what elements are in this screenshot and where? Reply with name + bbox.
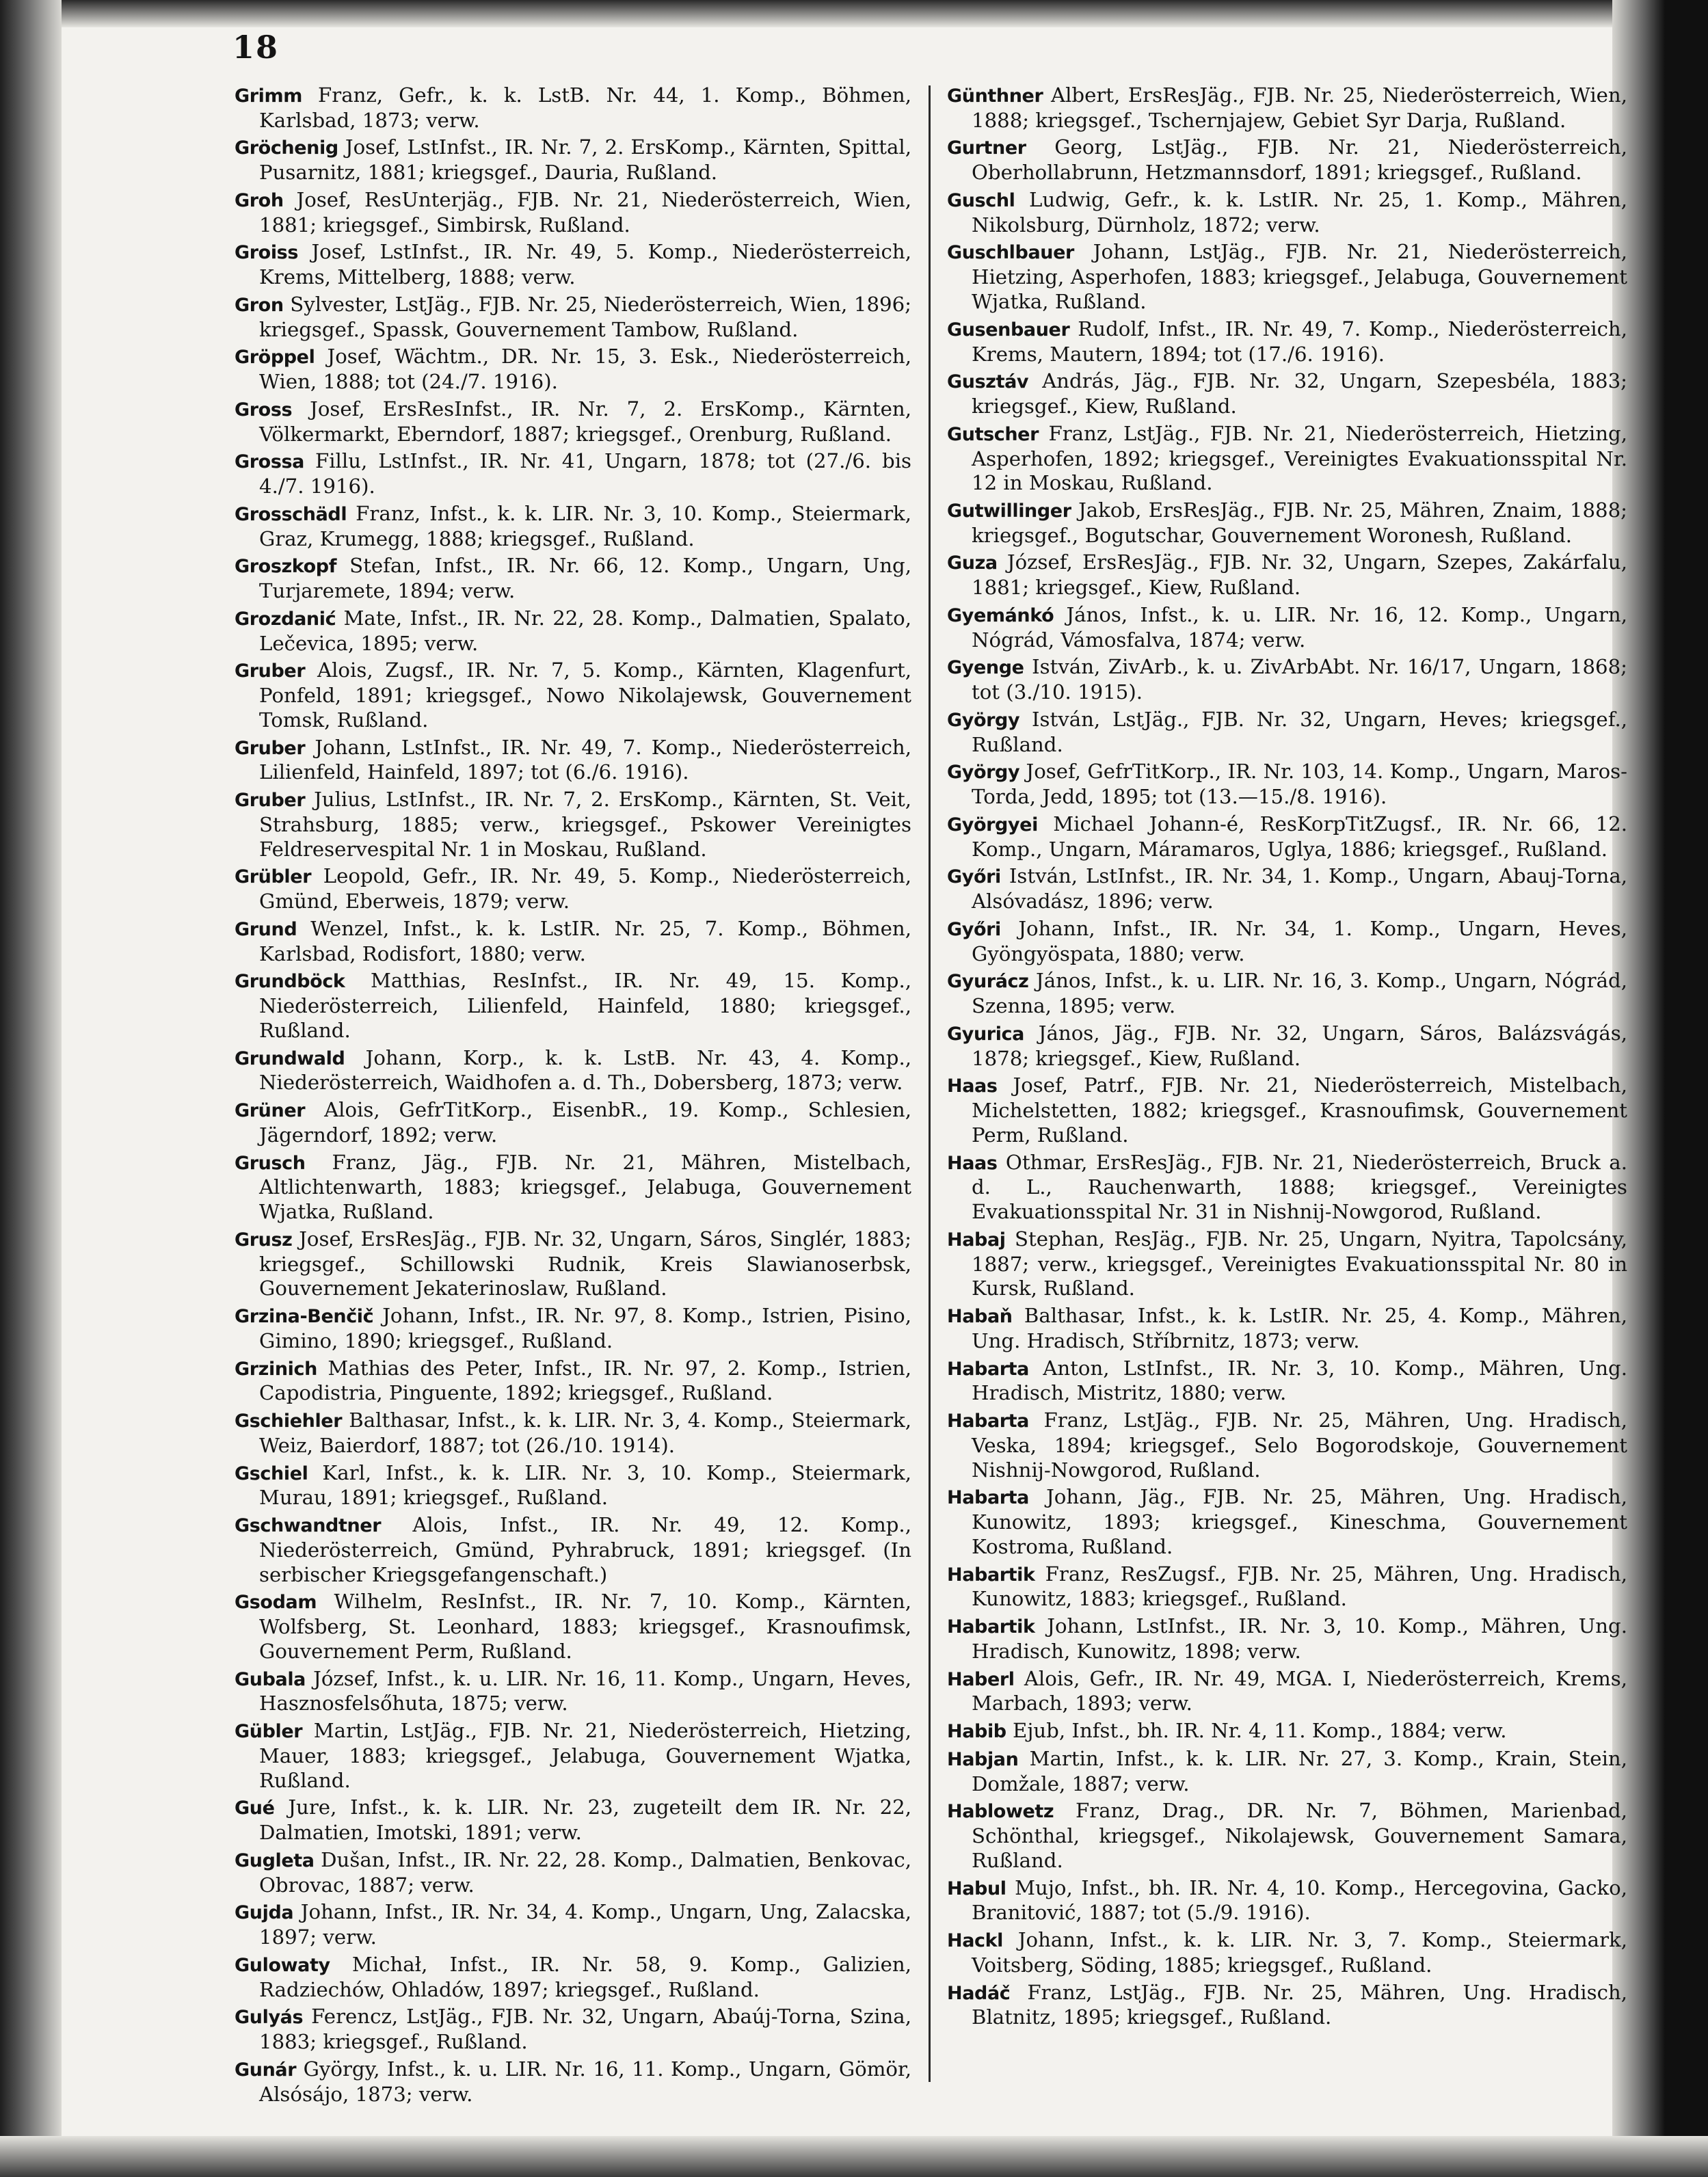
list-entry <box>947 1799 1627 1873</box>
list-entry <box>947 969 1627 1019</box>
list-entry <box>235 1304 911 1354</box>
entry-details: Josef, Patrf., FJB. Nr. 21, Niederösterreich, Mistelbach, Michelstetten, 1882; kriegsgef., Krasnoufimsk, Gouvernement Perm, Rußland. <box>972 1073 1627 1147</box>
entry-details: Josef, ResUnterjäg., FJB. Nr. 21, Niederösterreich, Wien, 1881; kriegsgef., Simbirsk, Rußland. <box>259 187 912 237</box>
list-entry <box>947 1227 1627 1301</box>
list-entry <box>947 135 1627 185</box>
entry-surname: Gutwillinger <box>947 500 1071 522</box>
entry-surname: Gyurica <box>947 1023 1024 1045</box>
entry-details: Johann, Infst., IR. Nr. 97, 8. Komp., Istrien, Pisino, Gimino, 1890; kriegsgef., Rußland. <box>259 1304 911 1352</box>
entry-surname: Grundwald <box>235 1047 345 1069</box>
entry-details: Martin, LstJäg., FJB. Nr. 21, Niederösterreich, Hietzing, Mauer, 1883; kriegsgef., Jelabuga, Gouvernement Wjatka, Rußland. <box>259 1719 912 1792</box>
entry-surname: Gyenge <box>947 657 1024 679</box>
list-entry <box>947 1614 1627 1664</box>
entry-surname: Gubala <box>235 1668 306 1690</box>
list-entry <box>235 554 911 604</box>
entry-surname: Grozdanić <box>235 608 336 630</box>
entry-details: Johann, Infst., k. k. LIR. Nr. 3, 7. Komp., Steiermark, Voitsberg, Söding, 1885; kriegsgef., Rußland. <box>972 1928 1627 1977</box>
entry-details: Wilhelm, ResInfst., IR. Nr. 7, 10. Komp., Kärnten, Wolfsberg, St. Leonhard, 1883; kriegsgef., Krasnoufimsk, Gouvernement Perm, Rußland. <box>259 1590 912 1663</box>
entry-details: Alois, Zugsf., IR. Nr. 7, 5. Komp., Kärnten, Klagenfurt, Ponfeld, 1891; kriegsgef., Nowo Nikolajewsk, Gouvernement Tomsk, Rußland. <box>259 658 911 732</box>
entry-details: Franz, LstJäg., FJB. Nr. 25, Mähren, Ung. Hradisch, Blatnitz, 1895; kriegsgef., Rußland. <box>972 1980 1627 2029</box>
entry-surname: Grimm <box>235 85 302 107</box>
list-entry <box>235 1098 911 1148</box>
list-entry <box>235 1719 911 1793</box>
entry-surname: Gutscher <box>947 423 1039 445</box>
entry-details: Johann, Korp., k. k. LstB. Nr. 43, 4. Komp., Niederösterreich, Waidhofen a. d. Th., Dobersberg, 1873; verw. <box>259 1045 911 1095</box>
entry-surname: Grzinich <box>235 1358 317 1380</box>
list-entry <box>947 240 1627 314</box>
entry-details: Rudolf, Infst., IR. Nr. 49, 7. Komp., Niederösterreich, Krems, Mautern, 1894; tot (17./6. 1916). <box>972 317 1627 366</box>
entry-surname: Gyurácz <box>947 971 1029 993</box>
list-entry <box>235 1667 911 1717</box>
entry-surname: Groszkopf <box>235 556 337 578</box>
list-entry <box>947 1928 1627 1978</box>
entry-details: Johann, LstJäg., FJB. Nr. 21, Niederösterreich, Hietzing, Asperhofen, 1883; kriegsgef., Jelabuga, Gouvernement Wjatka, Rußland. <box>972 240 1628 314</box>
entry-details: István, LstJäg., FJB. Nr. 32, Ungarn, Heves; kriegsgef., Rußland. <box>972 707 1628 756</box>
list-entry <box>235 2005 911 2055</box>
entry-details: Wenzel, Infst., k. k. LstIR. Nr. 25, 7. Komp., Böhmen, Karlsbad, Rodisfort, 1880; verw. <box>259 916 911 965</box>
entry-surname: Gron <box>235 294 284 316</box>
list-entry <box>235 1848 911 1898</box>
entry-surname: Gross <box>235 399 293 420</box>
entry-surname: Gué <box>235 1798 275 1819</box>
entry-surname: Gulowaty <box>235 1954 330 1976</box>
entry-surname: Hablowetz <box>947 1801 1054 1823</box>
entry-details: Mathias des Peter, Infst., IR. Nr. 97, 2. Komp., Istrien, Capodistria, Pinguente, 1892; kriegsgef., Rußland. <box>259 1356 912 1405</box>
list-entry <box>947 917 1627 967</box>
list-entry <box>947 498 1627 548</box>
entry-surname: Habarta <box>947 1411 1030 1432</box>
list-entry <box>235 1227 911 1301</box>
list-entry <box>235 1513 911 1587</box>
list-entry <box>235 1900 911 1950</box>
list-entry <box>947 1151 1627 1225</box>
list-entry <box>947 1981 1627 2031</box>
list-entry <box>235 83 911 133</box>
entry-surname: Györgyei <box>947 814 1038 836</box>
list-entry <box>235 1151 911 1225</box>
entry-details: Josef, ErsResInfst., IR. Nr. 7, 2. ErsKomp., Kärnten, Völkermarkt, Eberndorf, 1887; kriegsgef., Orenburg, Rußland. <box>259 397 911 446</box>
entry-details: István, ZivArb., k. u. ZivArbAbt. Nr. 16/17, Ungarn, 1868; tot (3./10. 1915). <box>972 655 1628 704</box>
entry-surname: Groh <box>235 189 284 211</box>
entry-details: Michał, Infst., IR. Nr. 58, 9. Komp., Galizien, Radziechów, Ohladów, 1897; kriegsgef., Rußland. <box>259 1952 911 2001</box>
entry-details: György, Infst., k. u. LIR. Nr. 16, 11. Komp., Ungarn, Gömör, Alsósájo, 1873; verw. <box>259 2057 911 2106</box>
list-entry <box>235 188 911 238</box>
entry-details: János, Jäg., FJB. Nr. 32, Ungarn, Sáros, Balázsvágás, 1878; kriegsgef., Kiew, Rußland. <box>972 1021 1627 1070</box>
list-entry <box>947 655 1627 705</box>
list-entry <box>947 760 1627 810</box>
entry-details: Johann, Infst., IR. Nr. 34, 1. Komp., Ungarn, Heves, Gyöngyöspata, 1880; verw. <box>972 916 1628 965</box>
list-entry <box>947 1719 1627 1744</box>
entry-surname: Habib <box>947 1721 1006 1743</box>
entry-details: András, Jäg., FJB. Nr. 32, Ungarn, Szepesbéla, 1883; kriegsgef., Kiew, Rußland. <box>972 369 1628 418</box>
list-entry <box>235 240 911 290</box>
entry-details: Franz, Drag., DR. Nr. 7, Böhmen, Marienbad, Schönthal, kriegsgef., Nikolajewsk, Gouvernement Samara, Rußland. <box>972 1799 1627 1872</box>
list-entry <box>235 397 911 447</box>
list-entry <box>235 1408 911 1458</box>
list-entry <box>235 1357 911 1406</box>
left-column <box>235 83 911 2109</box>
list-entry <box>235 1953 911 2003</box>
list-entry <box>947 1357 1627 1406</box>
entry-surname: Grübler <box>235 866 312 888</box>
list-entry <box>235 1046 911 1096</box>
scan-edge-bottom <box>0 2136 1708 2177</box>
entry-details: Ludwig, Gefr., k. k. LstIR. Nr. 25, 1. Komp., Mähren, Nikolsburg, Dürnholz, 1872; verw. <box>972 187 1627 237</box>
list-entry <box>947 1073 1627 1147</box>
list-entry <box>947 1667 1627 1717</box>
entry-details: Sylvester, LstJäg., FJB. Nr. 25, Niederösterreich, Wien, 1896; kriegsgef., Spassk, Gouvernement Tambow, Rußland. <box>259 292 911 341</box>
list-entry <box>235 2057 911 2107</box>
page-number: 18 <box>232 29 280 66</box>
entry-details: Karl, Infst., k. k. LIR. Nr. 3, 10. Komp., Steiermark, Murau, 1891; kriegsgef., Rußland. <box>259 1460 911 1510</box>
entry-surname: Győri <box>947 918 1001 940</box>
list-entry <box>235 449 911 499</box>
entry-details: Franz, ResZugsf., FJB. Nr. 25, Mähren, Ung. Hradisch, Kunowitz, 1883; kriegsgef., Rußland. <box>972 1562 1628 1611</box>
entry-surname: Habjan <box>947 1748 1019 1770</box>
entry-surname: Grusch <box>235 1152 306 1174</box>
entry-surname: Grossa <box>235 451 304 473</box>
entry-details: Balthasar, Infst., k. k. LIR. Nr. 3, 4. Komp., Steiermark, Weiz, Baierdorf, 1887; tot (26./10. 1914). <box>259 1408 911 1457</box>
entry-details: Leopold, Gefr., IR. Nr. 49, 5. Komp., Niederösterreich, Gmünd, Eberweis, 1879; verw. <box>259 864 911 913</box>
list-entry <box>947 1408 1627 1482</box>
entry-surname: Guschl <box>947 189 1015 211</box>
list-entry <box>235 1590 911 1664</box>
entry-surname: Gugleta <box>235 1849 315 1871</box>
entry-details: Anton, LstInfst., IR. Nr. 3, 10. Komp., Mähren, Ung. Hradisch, Mistritz, 1880; verw. <box>972 1356 1627 1405</box>
entry-surname: Habarta <box>947 1487 1030 1509</box>
entry-surname: Guschlbauer <box>947 242 1074 264</box>
entry-surname: Gurtner <box>947 137 1026 159</box>
entry-surname: Habarta <box>947 1358 1030 1380</box>
entry-surname: Gröchenig <box>235 137 338 159</box>
list-entry <box>947 1021 1627 1071</box>
entry-details: Michael Johann-é, ResKorpTitZugsf., IR. Nr. 66, 12. Komp., Ungarn, Máramaros, Uglya, 1886; kriegsgef., Rußland. <box>972 812 1627 861</box>
list-entry <box>947 603 1627 653</box>
list-entry <box>947 708 1627 758</box>
entry-surname: Habaň <box>947 1306 1013 1328</box>
entry-surname: Győri <box>947 866 1001 888</box>
entry-surname: Grosschädl <box>235 503 347 525</box>
entry-details: Jakob, ErsResJäg., FJB. Nr. 25, Mähren, Znaim, 1888; kriegsgef., Bogutschar, Gouvernement Woronesh, Rußland. <box>972 498 1627 547</box>
entry-surname: Hadáč <box>947 1982 1011 2004</box>
entry-surname: Groiss <box>235 242 299 264</box>
entry-details: Josef, ErsResJäg., FJB. Nr. 32, Ungarn, Sáros, Singlér, 1883; kriegsgef., Schillowski Rudnik, Kreis Slawianoserbsk, Gouvernement Jekaterinoslaw, Rußland. <box>259 1227 912 1300</box>
entry-details: Franz, Jäg., FJB. Nr. 21, Mähren, Mistelbach, Altlichtenwarth, 1883; kriegsgef., Jelabuga, Gouvernement Wjatka, Rußland. <box>259 1150 911 1224</box>
entry-details: Matthias, ResInfst., IR. Nr. 49, 15. Komp., Niederösterreich, Lilienfeld, Hainfeld, 1880; kriegsgef., Rußland. <box>259 969 912 1042</box>
entry-details: Johann, LstInfst., IR. Nr. 49, 7. Komp., Niederösterreich, Lilienfeld, Hainfeld, 1897; tot (6./6. 1916). <box>259 735 911 784</box>
entry-details: Josef, LstInfst., IR. Nr. 7, 2. ErsKomp., Kärnten, Spittal, Pusarnitz, 1881; kriegsgef., Dauria, Rußland. <box>259 135 911 185</box>
list-entry <box>947 422 1627 496</box>
list-entry <box>235 969 911 1043</box>
entry-details: János, Infst., k. u. LIR. Nr. 16, 3. Komp., Ungarn, Nógrád, Szenna, 1895; verw. <box>972 969 1627 1018</box>
entry-surname: Haas <box>947 1076 998 1097</box>
entry-details: József, Infst., k. u. LIR. Nr. 16, 11. Komp., Ungarn, Heves, Hasznosfelsőhuta, 1875; verw. <box>259 1666 912 1715</box>
entry-details: Alois, Infst., IR. Nr. 49, 12. Komp., Niederösterreich, Gmünd, Pyhrabruck, 1891; kriegsgef. (In serbischer Kriegsgefangenschaft.) <box>259 1513 911 1586</box>
list-entry <box>235 864 911 914</box>
list-entry <box>947 369 1627 419</box>
entry-surname: Grund <box>235 918 297 940</box>
entry-surname: György <box>947 762 1020 784</box>
list-entry <box>235 917 911 967</box>
entry-surname: Gübler <box>235 1721 303 1743</box>
entry-surname: Gulyás <box>235 2007 304 2029</box>
list-entry <box>947 1562 1627 1612</box>
entry-surname: Gruber <box>235 737 306 759</box>
entry-details: Fillu, LstInfst., IR. Nr. 41, Ungarn, 1878; tot (27./6. bis 4./7. 1916). <box>259 449 912 498</box>
entry-surname: Gsodam <box>235 1592 317 1614</box>
entry-details: Alois, GefrTitKorp., EisenbR., 19. Komp., Schlesien, Jägerndorf, 1892; verw. <box>259 1098 912 1147</box>
scan-edge-left <box>0 0 62 2177</box>
entry-surname: Gyemánkó <box>947 604 1054 626</box>
entry-surname: György <box>947 709 1020 731</box>
entry-surname: Gunár <box>235 2059 297 2081</box>
entry-surname: Gruber <box>235 790 306 812</box>
list-entry <box>947 1876 1627 1926</box>
entry-surname: Habartik <box>947 1616 1035 1638</box>
entry-details: Balthasar, Infst., k. k. LstIR. Nr. 25, 4. Komp., Mähren, Ung. Hradisch, Stříbrnitz, 1873; verw. <box>972 1304 1627 1352</box>
list-entry <box>947 1485 1627 1559</box>
entry-details: Josef, GefrTitKorp., IR. Nr. 103, 14. Komp., Ungarn, Maros-Torda, Jedd, 1895; tot (13.—15./8. 1916). <box>972 760 1627 809</box>
entry-details: Othmar, ErsResJäg., FJB. Nr. 21, Niederösterreich, Bruck a. d. L., Rauchenwarth, 1888; kriegsgef., Vereinigtes Evakuationsspital Nr. 31 in Nishnij-Nowgorod, Rußland. <box>972 1150 1627 1224</box>
entry-surname: Gusztáv <box>947 371 1029 393</box>
entry-details: József, ErsResJäg., FJB. Nr. 32, Ungarn, Szepes, Zakárfalu, 1881; kriegsgef., Kiew, Rußland. <box>972 550 1628 600</box>
list-entry <box>235 1461 911 1511</box>
entry-details: Dušan, Infst., IR. Nr. 22, 28. Komp., Dalmatien, Benkovac, Obrovac, 1887; verw. <box>259 1847 911 1897</box>
column-divider <box>929 85 931 2082</box>
list-entry <box>947 1304 1627 1354</box>
entry-details: Franz, Gefr., k. k. LstB. Nr. 44, 1. Komp., Böhmen, Karlsbad, 1873; verw. <box>259 83 911 132</box>
entry-surname: Guza <box>947 552 998 574</box>
entry-details: István, LstInfst., IR. Nr. 34, 1. Komp., Ungarn, Abauj-Torna, Alsóvadász, 1896; verw. <box>972 864 1628 913</box>
entry-surname: Gschiel <box>235 1463 308 1484</box>
entry-details: Jure, Infst., k. k. LIR. Nr. 23, zugeteilt dem IR. Nr. 22, Dalmatien, Imotski, 1891; verw. <box>259 1795 911 1845</box>
list-entry <box>235 658 911 732</box>
list-entry <box>235 293 911 343</box>
entry-details: Franz, LstJäg., FJB. Nr. 21, Niederösterreich, Hietzing, Asperhofen, 1892; kriegsgef., Vereinigtes Evakuationsspital Nr. 12 in Moskau, Rußland. <box>972 421 1628 495</box>
list-entry <box>947 188 1627 238</box>
list-entry <box>235 788 911 862</box>
entry-surname: Grzina-Benčič <box>235 1306 374 1328</box>
list-entry <box>947 812 1627 862</box>
list-entry <box>235 135 911 185</box>
entry-surname: Hackl <box>947 1930 1004 1952</box>
list-entry <box>235 1795 911 1845</box>
entry-surname: Günthner <box>947 85 1043 107</box>
entry-details: Josef, Wächtm., DR. Nr. 15, 3. Esk., Niederösterreich, Wien, 1888; tot (24./7. 1916). <box>259 345 911 394</box>
entry-details: Ferencz, LstJäg., FJB. Nr. 32, Ungarn, Abaúj-Torna, Szina, 1883; kriegsgef., Rußland. <box>259 2005 911 2054</box>
entry-details: Julius, LstInfst., IR. Nr. 7, 2. ErsKomp., Kärnten, St. Veit, Strahsburg, 1885; verw., kriegsgef., Pskower Vereinigtes Feldreservespital Nr. 1 in Moskau, Rußland. <box>259 788 912 861</box>
right-column <box>947 83 1627 2033</box>
entry-details: Johann, Infst., IR. Nr. 34, 4. Komp., Ungarn, Ung, Zalacska, 1897; verw. <box>259 1900 912 1949</box>
list-entry <box>947 317 1627 367</box>
entry-surname: Grundböck <box>235 971 345 993</box>
entry-details: Martin, Infst., k. k. LIR. Nr. 27, 3. Komp., Krain, Stein, Domžale, 1887; verw. <box>972 1746 1627 1795</box>
entry-details: Georg, LstJäg., FJB. Nr. 21, Niederösterreich, Oberhollabrunn, Hetzmannsdorf, 1891; kriegsgef., Rußland. <box>972 135 1627 185</box>
entry-details: Johann, LstInfst., IR. Nr. 3, 10. Komp., Mähren, Ung. Hradisch, Kunowitz, 1898; verw. <box>972 1614 1628 1663</box>
scan-edge-top <box>0 0 1708 27</box>
entry-surname: Gruber <box>235 660 306 682</box>
list-entry <box>235 345 911 395</box>
entry-details: Mate, Infst., IR. Nr. 22, 28. Komp., Dalmatien, Spalato, Lečevica, 1895; verw. <box>259 606 911 655</box>
entry-details: Franz, LstJäg., FJB. Nr. 25, Mähren, Ung. Hradisch, Veska, 1894; kriegsgef., Selo Bogorodskoje, Gouvernement Nishnij-Nowgorod, Rußland. <box>972 1408 1627 1482</box>
entry-surname: Habaj <box>947 1229 1006 1251</box>
entry-surname: Grusz <box>235 1229 293 1251</box>
entry-surname: Gujda <box>235 1902 294 1924</box>
entry-details: Mujo, Infst., bh. IR. Nr. 4, 10. Komp., Hercegovina, Gacko, Branitović, 1887; tot (5./9. 1916). <box>972 1875 1627 1925</box>
entry-surname: Haberl <box>947 1668 1015 1690</box>
entry-details: Alois, Gefr., IR. Nr. 49, MGA. I, Niederösterreich, Krems, Marbach, 1893; verw. <box>972 1666 1627 1715</box>
entry-surname: Gschwandtner <box>235 1515 382 1537</box>
entry-details: János, Infst., k. u. LIR. Nr. 16, 12. Komp., Ungarn, Nógrád, Vámosfalva, 1874; verw. <box>972 602 1627 652</box>
entry-surname: Habartik <box>947 1564 1035 1586</box>
entry-surname: Gschiehler <box>235 1411 343 1432</box>
list-entry <box>235 606 911 656</box>
entry-details: Albert, ErsResJäg., FJB. Nr. 25, Niederösterreich, Wien, 1888; kriegsgef., Tschernjajew, Gebiet Syr Darja, Rußland. <box>972 83 1627 132</box>
entry-surname: Gröppel <box>235 347 315 369</box>
list-entry <box>947 550 1627 600</box>
list-entry <box>947 83 1627 133</box>
entry-details: Stefan, Infst., IR. Nr. 66, 12. Komp., Ungarn, Ung, Turjaremete, 1894; verw. <box>259 554 911 603</box>
entry-surname: Haas <box>947 1152 998 1174</box>
entry-surname: Grüner <box>235 1100 306 1122</box>
entry-details: Johann, Jäg., FJB. Nr. 25, Mähren, Ung. Hradisch, Kunowitz, 1893; kriegsgef., Kineschma, Gouvernement Kostroma, Rußland. <box>972 1485 1628 1558</box>
entry-surname: Habul <box>947 1878 1006 1899</box>
list-entry <box>947 1747 1627 1797</box>
entry-details: Franz, Infst., k. k. LIR. Nr. 3, 10. Komp., Steiermark, Graz, Krumegg, 1888; kriegsgef., Rußland. <box>259 501 911 550</box>
entry-details: Stephan, ResJäg., FJB. Nr. 25, Ungarn, Nyitra, Tapolcsány, 1887; verw., kriegsgef., Vereinigtes Evakuationsspital Nr. 80 in Kursk, Rußland. <box>972 1227 1627 1300</box>
list-entry <box>235 736 911 786</box>
entry-details: Josef, LstInfst., IR. Nr. 49, 5. Komp., Niederösterreich, Krems, Mittelberg, 1888; verw. <box>259 240 911 289</box>
list-entry <box>235 502 911 552</box>
list-entry <box>947 864 1627 914</box>
entry-surname: Gusenbauer <box>947 319 1070 340</box>
entry-details: Ejub, Infst., bh. IR. Nr. 4, 11. Komp., 1884; verw. <box>1013 1719 1507 1743</box>
